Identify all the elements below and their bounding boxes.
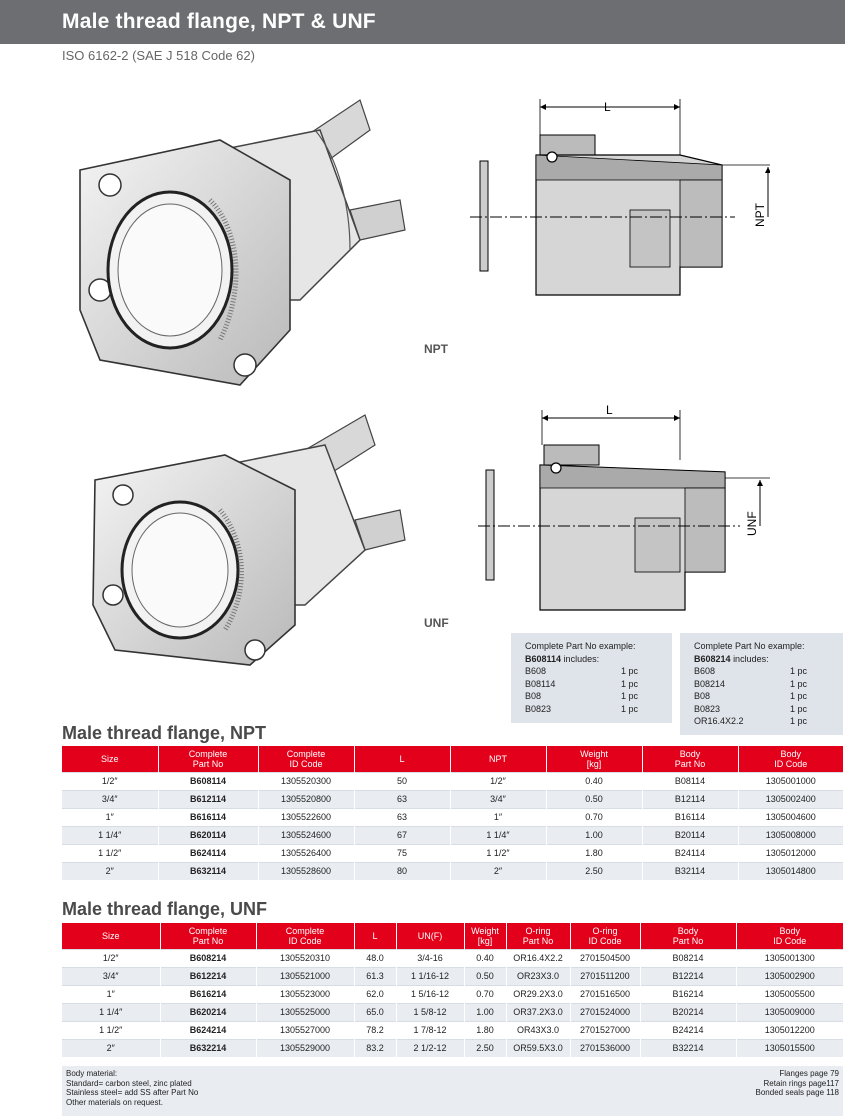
table-cell: B608114 bbox=[158, 772, 258, 790]
table-cell: 67 bbox=[354, 826, 450, 844]
table-cell: 75 bbox=[354, 844, 450, 862]
table-cell: 3/4″ bbox=[62, 790, 158, 808]
table-cell: 1 7/8-12 bbox=[396, 1021, 464, 1039]
unf-example-box bbox=[680, 633, 843, 735]
table-cell: 0.40 bbox=[546, 772, 642, 790]
table-cell: 1.00 bbox=[546, 826, 642, 844]
table-cell: 1 1/2″ bbox=[450, 844, 546, 862]
list-item: B08 1 pc bbox=[525, 691, 639, 701]
table-cell: 65.0 bbox=[354, 1003, 396, 1021]
table-cell: B20114 bbox=[642, 826, 738, 844]
table-cell: B624114 bbox=[158, 844, 258, 862]
table-cell: 2 1/2-12 bbox=[396, 1039, 464, 1057]
table-cell: 1305525000 bbox=[256, 1003, 354, 1021]
npt-dimension-l: L bbox=[604, 100, 611, 114]
table-cell: B608214 bbox=[160, 949, 256, 967]
table-cell: B16214 bbox=[640, 985, 736, 1003]
page-subtitle: ISO 6162-2 (SAE J 518 Code 62) bbox=[62, 48, 255, 63]
table-row bbox=[62, 1039, 843, 1057]
example-includes: includes: bbox=[733, 653, 769, 664]
table-cell: 0.70 bbox=[464, 985, 506, 1003]
table-cell: 1305522600 bbox=[258, 808, 354, 826]
table-row bbox=[62, 844, 843, 862]
list-item: B608 1 pc bbox=[525, 666, 639, 676]
column-header: Complete Part No bbox=[158, 746, 258, 772]
unf-cross-section-drawing bbox=[470, 400, 770, 620]
table-cell: 0.40 bbox=[464, 949, 506, 967]
table-cell: 0.50 bbox=[464, 967, 506, 985]
table-cell: 80 bbox=[354, 862, 450, 880]
column-header: L bbox=[354, 923, 396, 949]
npt-table-title: Male thread flange, NPT bbox=[62, 723, 267, 743]
table-cell: OR23X3.0 bbox=[506, 967, 570, 985]
table-cell: 1.80 bbox=[546, 844, 642, 862]
table-cell: 3/4-16 bbox=[396, 949, 464, 967]
table-row bbox=[62, 949, 843, 967]
column-header: Body ID Code bbox=[736, 923, 843, 949]
table-cell: 2701511200 bbox=[570, 967, 640, 985]
table-cell: OR16.4X2.2 bbox=[506, 949, 570, 967]
table-cell: B16114 bbox=[642, 808, 738, 826]
table-cell: 48.0 bbox=[354, 949, 396, 967]
column-header: Size bbox=[62, 923, 160, 949]
table-cell: OR29.2X3.0 bbox=[506, 985, 570, 1003]
table-row bbox=[62, 985, 843, 1003]
table-row bbox=[62, 967, 843, 985]
table-cell: 1305002900 bbox=[736, 967, 843, 985]
table-row bbox=[62, 1021, 843, 1039]
table-cell: 1305520300 bbox=[258, 772, 354, 790]
table-cell: 1305002400 bbox=[738, 790, 843, 808]
table-cell: 0.50 bbox=[546, 790, 642, 808]
table-cell: 1/2″ bbox=[62, 949, 160, 967]
npt-spec-table bbox=[62, 746, 843, 880]
column-header: NPT bbox=[450, 746, 546, 772]
table-cell: B12214 bbox=[640, 967, 736, 985]
table-cell: 1305001000 bbox=[738, 772, 843, 790]
column-header: Body ID Code bbox=[738, 746, 843, 772]
table-row bbox=[62, 826, 843, 844]
table-cell: B612214 bbox=[160, 967, 256, 985]
table-cell: B08114 bbox=[642, 772, 738, 790]
table-cell: 63 bbox=[354, 790, 450, 808]
table-cell: 1.80 bbox=[464, 1021, 506, 1039]
table-cell: B32114 bbox=[642, 862, 738, 880]
table-cell: 2701524000 bbox=[570, 1003, 640, 1021]
example-heading: Complete Part No example: bbox=[694, 641, 805, 651]
table-cell: 1 1/2″ bbox=[62, 1021, 160, 1039]
table-cell: 61.3 bbox=[354, 967, 396, 985]
table-cell: 83.2 bbox=[354, 1039, 396, 1057]
table-cell: 1305012200 bbox=[736, 1021, 843, 1039]
header-bar bbox=[0, 0, 845, 44]
column-header: Complete ID Code bbox=[258, 746, 354, 772]
table-cell: 1″ bbox=[62, 808, 158, 826]
column-header: Complete Part No bbox=[160, 923, 256, 949]
material-notes: Body material: Standard= carbon steel, zinc plated Stainless steel= add SS after Part No Other materials on request. bbox=[66, 1069, 199, 1107]
table-cell: 1/2″ bbox=[62, 772, 158, 790]
table-cell: 1305520800 bbox=[258, 790, 354, 808]
table-cell: 1.00 bbox=[464, 1003, 506, 1021]
table-cell: 1/2″ bbox=[450, 772, 546, 790]
table-row bbox=[62, 862, 843, 880]
list-item: B08 1 pc bbox=[694, 691, 808, 701]
list-item: B08114 1 pc bbox=[525, 678, 639, 689]
example-part-number: B608114 bbox=[525, 653, 562, 664]
table-cell: B632114 bbox=[158, 862, 258, 880]
column-header: Body Part No bbox=[640, 923, 736, 949]
table-cell: B32214 bbox=[640, 1039, 736, 1057]
table-header-row bbox=[62, 746, 843, 772]
column-header: Weight [kg] bbox=[464, 923, 506, 949]
unf-figure-label: UNF bbox=[424, 616, 449, 630]
table-cell: B616114 bbox=[158, 808, 258, 826]
table-cell: 1 1/2″ bbox=[62, 844, 158, 862]
table-cell: 50 bbox=[354, 772, 450, 790]
table-cell: B24114 bbox=[642, 844, 738, 862]
table-cell: 2″ bbox=[62, 862, 158, 880]
table-cell: 78.2 bbox=[354, 1021, 396, 1039]
table-cell: B620114 bbox=[158, 826, 258, 844]
npt-flange-illustration bbox=[70, 90, 420, 400]
npt-example-box bbox=[511, 633, 672, 723]
table-cell: 1″ bbox=[62, 985, 160, 1003]
unf-spec-table bbox=[62, 923, 843, 1057]
list-item: B0823 1 pc bbox=[525, 703, 639, 714]
table-cell: 1 1/4″ bbox=[62, 826, 158, 844]
column-header: Complete ID Code bbox=[256, 923, 354, 949]
table-row bbox=[62, 1003, 843, 1021]
table-cell: 1305009000 bbox=[736, 1003, 843, 1021]
table-cell: B632214 bbox=[160, 1039, 256, 1057]
list-item: B0823 1 pc bbox=[694, 703, 808, 714]
table-cell: 1 1/4″ bbox=[450, 826, 546, 844]
list-item: OR16.4X2.2 1 pc bbox=[694, 716, 808, 726]
table-cell: B24214 bbox=[640, 1021, 736, 1039]
table-row bbox=[62, 772, 843, 790]
table-cell: 2701504500 bbox=[570, 949, 640, 967]
unf-dimension-l: L bbox=[606, 403, 613, 417]
table-cell: 1305526400 bbox=[258, 844, 354, 862]
table-cell: 1305014800 bbox=[738, 862, 843, 880]
table-cell: 1305521000 bbox=[256, 967, 354, 985]
table-cell: 62.0 bbox=[354, 985, 396, 1003]
table-row bbox=[62, 808, 843, 826]
table-cell: B12114 bbox=[642, 790, 738, 808]
table-cell: OR43X3.0 bbox=[506, 1021, 570, 1039]
table-cell: 2.50 bbox=[546, 862, 642, 880]
table-cell: B20214 bbox=[640, 1003, 736, 1021]
example-includes: includes: bbox=[563, 653, 600, 664]
table-cell: 63 bbox=[354, 808, 450, 826]
column-header: Body Part No bbox=[642, 746, 738, 772]
table-cell: 1 1/4″ bbox=[62, 1003, 160, 1021]
footer-notes bbox=[62, 1066, 843, 1116]
table-cell: B08214 bbox=[640, 949, 736, 967]
table-cell: 1305523000 bbox=[256, 985, 354, 1003]
list-item: B08214 1 pc bbox=[694, 678, 808, 689]
table-cell: 1305004600 bbox=[738, 808, 843, 826]
table-cell: 3/4″ bbox=[450, 790, 546, 808]
column-header: Weight [kg] bbox=[546, 746, 642, 772]
example-part-number: B608214 bbox=[694, 653, 731, 664]
table-cell: 1305520310 bbox=[256, 949, 354, 967]
table-cell: 1305005500 bbox=[736, 985, 843, 1003]
table-cell: 2.50 bbox=[464, 1039, 506, 1057]
table-cell: 2701536000 bbox=[570, 1039, 640, 1057]
unf-dimension-thread: UNF bbox=[745, 511, 759, 536]
list-item: B608 1 pc bbox=[694, 666, 808, 676]
table-cell: 1305527000 bbox=[256, 1021, 354, 1039]
table-cell: 2″ bbox=[62, 1039, 160, 1057]
table-cell: B624214 bbox=[160, 1021, 256, 1039]
table-cell: 1305015500 bbox=[736, 1039, 843, 1057]
unf-table-title: Male thread flange, UNF bbox=[62, 899, 268, 919]
table-cell: 2701516500 bbox=[570, 985, 640, 1003]
column-header: O-ring ID Code bbox=[570, 923, 640, 949]
table-cell: 2701527000 bbox=[570, 1021, 640, 1039]
npt-dimension-thread: NPT bbox=[753, 203, 767, 227]
table-cell: OR59.5X3.0 bbox=[506, 1039, 570, 1057]
column-header: O-ring Part No bbox=[506, 923, 570, 949]
page-references: Flanges page 79 Retain rings page117 Bonded seals page 118 bbox=[755, 1069, 839, 1097]
table-cell: 1″ bbox=[450, 808, 546, 826]
npt-cross-section-drawing bbox=[470, 95, 770, 305]
table-cell: 1305012000 bbox=[738, 844, 843, 862]
table-cell: OR37.2X3.0 bbox=[506, 1003, 570, 1021]
table-cell: B612114 bbox=[158, 790, 258, 808]
table-cell: B616214 bbox=[160, 985, 256, 1003]
column-header: Size bbox=[62, 746, 158, 772]
table-cell: 1305529000 bbox=[256, 1039, 354, 1057]
page-title: Male thread flange, NPT & UNF bbox=[62, 10, 376, 33]
column-header: UN(F) bbox=[396, 923, 464, 949]
table-cell: 1305528600 bbox=[258, 862, 354, 880]
table-cell: 0.70 bbox=[546, 808, 642, 826]
table-cell: 2″ bbox=[450, 862, 546, 880]
table-cell: 1 1/16-12 bbox=[396, 967, 464, 985]
table-cell: 1 5/16-12 bbox=[396, 985, 464, 1003]
table-header-row bbox=[62, 923, 843, 949]
table-cell: B620214 bbox=[160, 1003, 256, 1021]
npt-figure-label: NPT bbox=[424, 342, 448, 356]
table-cell: 1305008000 bbox=[738, 826, 843, 844]
table-cell: 1305001300 bbox=[736, 949, 843, 967]
unf-flange-illustration bbox=[85, 410, 415, 670]
example-heading: Complete Part No example: bbox=[525, 641, 636, 651]
column-header: L bbox=[354, 746, 450, 772]
table-cell: 1 5/8-12 bbox=[396, 1003, 464, 1021]
table-cell: 1305524600 bbox=[258, 826, 354, 844]
table-cell: 3/4″ bbox=[62, 967, 160, 985]
table-row bbox=[62, 790, 843, 808]
